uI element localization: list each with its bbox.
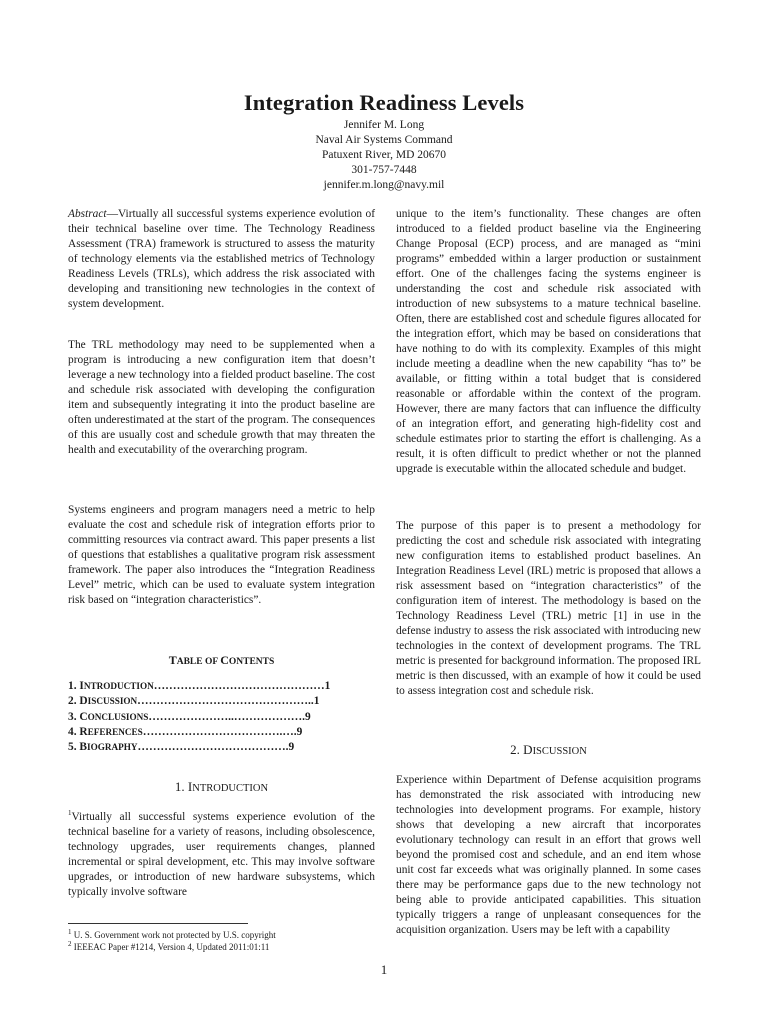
footnote-2: $^2$ IEEEAC Paper #1214, Version 4, Updated 2011:01:11 — [68, 940, 270, 952]
section-heading-introduction: 1. INTRODUCTION — [174, 779, 269, 794]
toc-item-conclusions[interactable]: 3. CONCLUSIONS…………………..……………….9 — [68, 710, 311, 723]
toc-item-references[interactable]: 4. REFERENCES……………………………….….9 — [68, 725, 303, 738]
introduction-paragraph-2: The purpose of this paper is to present a methodology for predicting the cost and schedule risk associated with integrating new configuration items to established product baselines. An Integration Readiness Level (IRL) metric is proposed that allows a risk assessment based on “integration characteristics” of the configuration item of interest. The methodology is based on the Technology Readiness Level (TRL) metric [1] in use in the defense industry to assess the risk associated with introducing new technologies in the context of development programs. The TRL metric is presented for background information. The proposed IRL metric is then discussed, with an example of how it could be used to assess integration cost and schedule risk. — [396, 520, 701, 697]
author-location: Patuxent River, MD 20670 — [321, 149, 447, 161]
discussion-paragraph: Experience within Department of Defense acquisition programs has demonstrated the risk associated with introducing new technologies into development programs. For example, history shows that developing a new aircraft that incorporates evolutionary technology can result in an effort that grows well beyond the promised cost and schedule, and an end item whose unit cost far exceeds what was originally planned. In some cases there may be performance gaps due to the new technology not being able to provide anticipated capabilities. This situation typically triggers a range of unpleasant consequences for the acquisition organization. Users may be left with a capability — [396, 774, 701, 936]
author-org: Naval Air Systems Command — [315, 134, 453, 146]
abstract-label: Abstract — [68, 208, 107, 220]
abstract-paragraph — [68, 207, 375, 312]
introduction-paragraph: $^1$Virtually all successful systems experience evolution of the technical baseline for a variety of reasons, including obsolescence, technology upgrades, user requirements changes, planned incremental or spiral development, etc. This may involve software upgrades, or introduction of new hardware subsystems, which typically involve software — [68, 809, 375, 898]
footnote-1: $^1$ U. S. Government work not protected by U.S. copyright — [68, 928, 276, 940]
abstract-paragraph-2: The TRL methodology may need to be supplemented when a program is introducing a new configuration item that doesn’t leverage a new technology into a fielded product baseline. The cost and schedule risk associated with developing the configuration item and subsequently integrating it into the product baseline are often underestimated at the start of the program. The consequences of this are usually cost and schedule growth that may threaten the health and executability of the overarching program. — [68, 339, 375, 456]
toc-item-introduction[interactable]: 1. INTRODUCTION………………………………………1 — [68, 680, 331, 692]
toc-item-biography[interactable]: 5. BIOGRAPHY………………………………….9 — [68, 741, 295, 754]
page-number: 1 — [380, 962, 388, 977]
abstract-text: —Virtually all successful systems experience evolution of their technical baseline over time. The Technology Readiness Assessment (TRA) framework is structured to assess the maturity of technology elements via the established metrics of Technology Readiness Levels (TRLs), which address the risk associated with developing and transitioning new technologies in the context of system development. — [68, 208, 375, 310]
author-email: jennifer.m.long@navy.mil — [323, 179, 445, 191]
toc-title: TABLE OF CONTENTS — [168, 653, 275, 667]
footnote-marker: 1 — [68, 809, 72, 818]
author-name: Jennifer M. Long — [343, 119, 425, 131]
abstract-paragraph-3: Systems engineers and program managers need a metric to help evaluate the cost and schedule risk of integration efforts prior to committing resources via contract award. This paper presents a list of questions that establishes a qualitative program risk assessment framework. The paper also introduces the “Integration Readiness Level” metric, which can be used to evaluate system integration risk based on “integration characteristics”. — [68, 504, 375, 606]
toc-item-discussion[interactable]: 2. DISCUSSION………………………………………..1 — [68, 695, 320, 708]
section-heading-discussion: 2. DISCUSSION — [510, 742, 587, 757]
paper-title: Integration Readiness Levels — [243, 90, 525, 115]
author-phone: 301-757-7448 — [351, 164, 417, 176]
introduction-paragraph-continued: unique to the item’s functionality. These changes are often introduced to a fielded product baseline via the Engineering Change Proposal (ECP) process, and are managed as “mini programs” embedded within a larger production or sustainment effort. One of the challenges facing the systems engineer is understanding the cost and schedule risk associated with introduction of new subsystems to a mature technical baseline. Often, there are established cost and schedule figures allocated for the integration effort, which may be based on considerations that have nothing to do with its complexity. Examples of this might include meeting a deadline when the new capability “has to” be available, or fitting within a total budget that is considered reasonable or affordable within the context of the program. However, there are many factors that can influence the difficulty of an integration effort, and generating high-fidelity cost and schedule estimates prior to starting the effort is challenging. As a result, it is often difficult to predict whether or not the planned upgrade is executable within the allocated schedule and budget. — [396, 208, 701, 475]
footnote-divider — [68, 923, 248, 924]
table-of-contents — [68, 679, 368, 755]
